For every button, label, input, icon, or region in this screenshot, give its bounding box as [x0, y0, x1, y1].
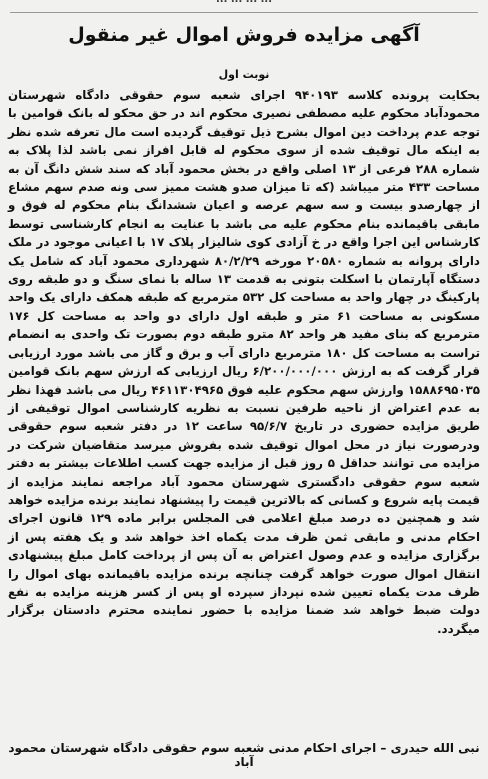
notice-signature: نبی الله حیدری – اجرای احکام مدنی شعبه سوم حقوقی دادگاه شهرستان محمود آباد	[8, 741, 480, 769]
header-strip	[130, 0, 358, 8]
notice-body: بحکایت پرونده کلاسه ۹۴۰۱۹۳ اجرای شعبه سوم حقوقی دادگاه شهرستان محمودآباد محکوم علیه مصطفی نصیری محکوم اند در حق محکو له بانک قوامین با توجه عدم پرداخت دین اموال بشرح ذیل توقیف گردیده است مال تعرفه شده نظر به اینکه مال توقیف شده از سوی محکوم له قابل افراز نمی باشد لذا پلاک به شماره ۲۸۸ فرعی از ۱۳ اصلی واقع در بخش محمود آباد که سند شش دانگ آن به مساحت ۴۳۳ متر میباشد (که تا میزان صدو هشت ممیز سی ونه صدم سهم مشاع از چهارصدو بیست و سه سهم عرصه و اعیان ششدانگ بنام محکوم له فوق و مابقی باقیمانده بنام محکوم علیه می باشد با عنایت به انجام کارشناسی توسط کارشناس این اجرا واقع در خ آزادی کوی شالیزار پلاک ۱۷ با اعیانی موجود در ملک دارای پروانه به شماره ۲۰۵۸۰ مورخه ۸۰/۲/۲۹ شهرداری محمود آباد که شامل یک دستگاه آپارتمان با اسکلت بتونی به قدمت ۱۳ ساله با نمای سنگ و دو طبقه روی پارکینگ در چهار واحد به مساحت کل ۵۳۲ مترمربع که طبقه همکف دارای یک واحد مسکونی به مساحت ۶۱ متر و طبقه اول دارای دو واحد به مساحت کل ۱۷۶ مترمربع که بنای مفید هر واحد ۸۲ مترو طبقه دوم بصورت تک واحدی به انضمام تراست به مساحت کل ۱۸۰ مترمربع دارای آب و برق و گاز می باشد مورد ارزیابی قرار گرفت که به ارزش ۶/۲۰۰/۰۰۰/۰۰۰ ریال ارزیابی که ارزش سهم بانک قوامین ۱۵۸۸۶۹۵۰۳۵ وارزش سهم محکوم علیه فوق ۴۶۱۱۳۰۴۹۶۵ ریال می باشد فهذا نظر به عدم اعتراض از ناحیه طرفین نسبت به نظریه کارشناسی اموال توقیفی از طریق مزایده حضوری در تاریخ ۹۵/۶/۷ ساعت ۱۲ در دفتر شعبه سوم حقوقی ودرصورت نیاز در محل اموال توقیف شده بفروش میرسد متقاضیان شرکت در مزایده می توانند حداقل ۵ روز قبل از مزایده جهت کسب اطلاعات بیشتر به دفتر شعبه سوم حقوقی دادگستری شهرستان محمود آباد مراجعه نمایند مزایده از قیمت پایه شروع و کسانی که بالاترین قیمت را پیشنهاد نمایند برنده مزایده خواهد شد و همچنین ده درصد مبلغ اعلامی فی المجلس برابر ماده ۱۲۹ قانون اجرای احکام مدنی و مابقی ثمن ظرف مدت یکماه اخذ خواهد شد و یک هفته پس از برگزاری مزایده و عدم وصول اعتراض به آن پس از پرداخت کامل مبلغ پیشنهادی انتقال اموال صورت خواهد گرفت چنانچه برنده مزایده باقیمانده بهای اموال را ظرف مدت یکماه تعیین شده نپرداز سپرده او پس از کسر هزینه مزایده به نفع دولت ضبط خواهد شد ضمنا مزایده با حضور نماینده محترم دادستان برگزار میگردد.	[8, 88, 481, 636]
notice-title: آگهی مزایده فروش اموال غیر منقول	[68, 24, 420, 46]
notice-round: نوبت اول	[218, 68, 270, 81]
top-divider	[10, 12, 478, 13]
